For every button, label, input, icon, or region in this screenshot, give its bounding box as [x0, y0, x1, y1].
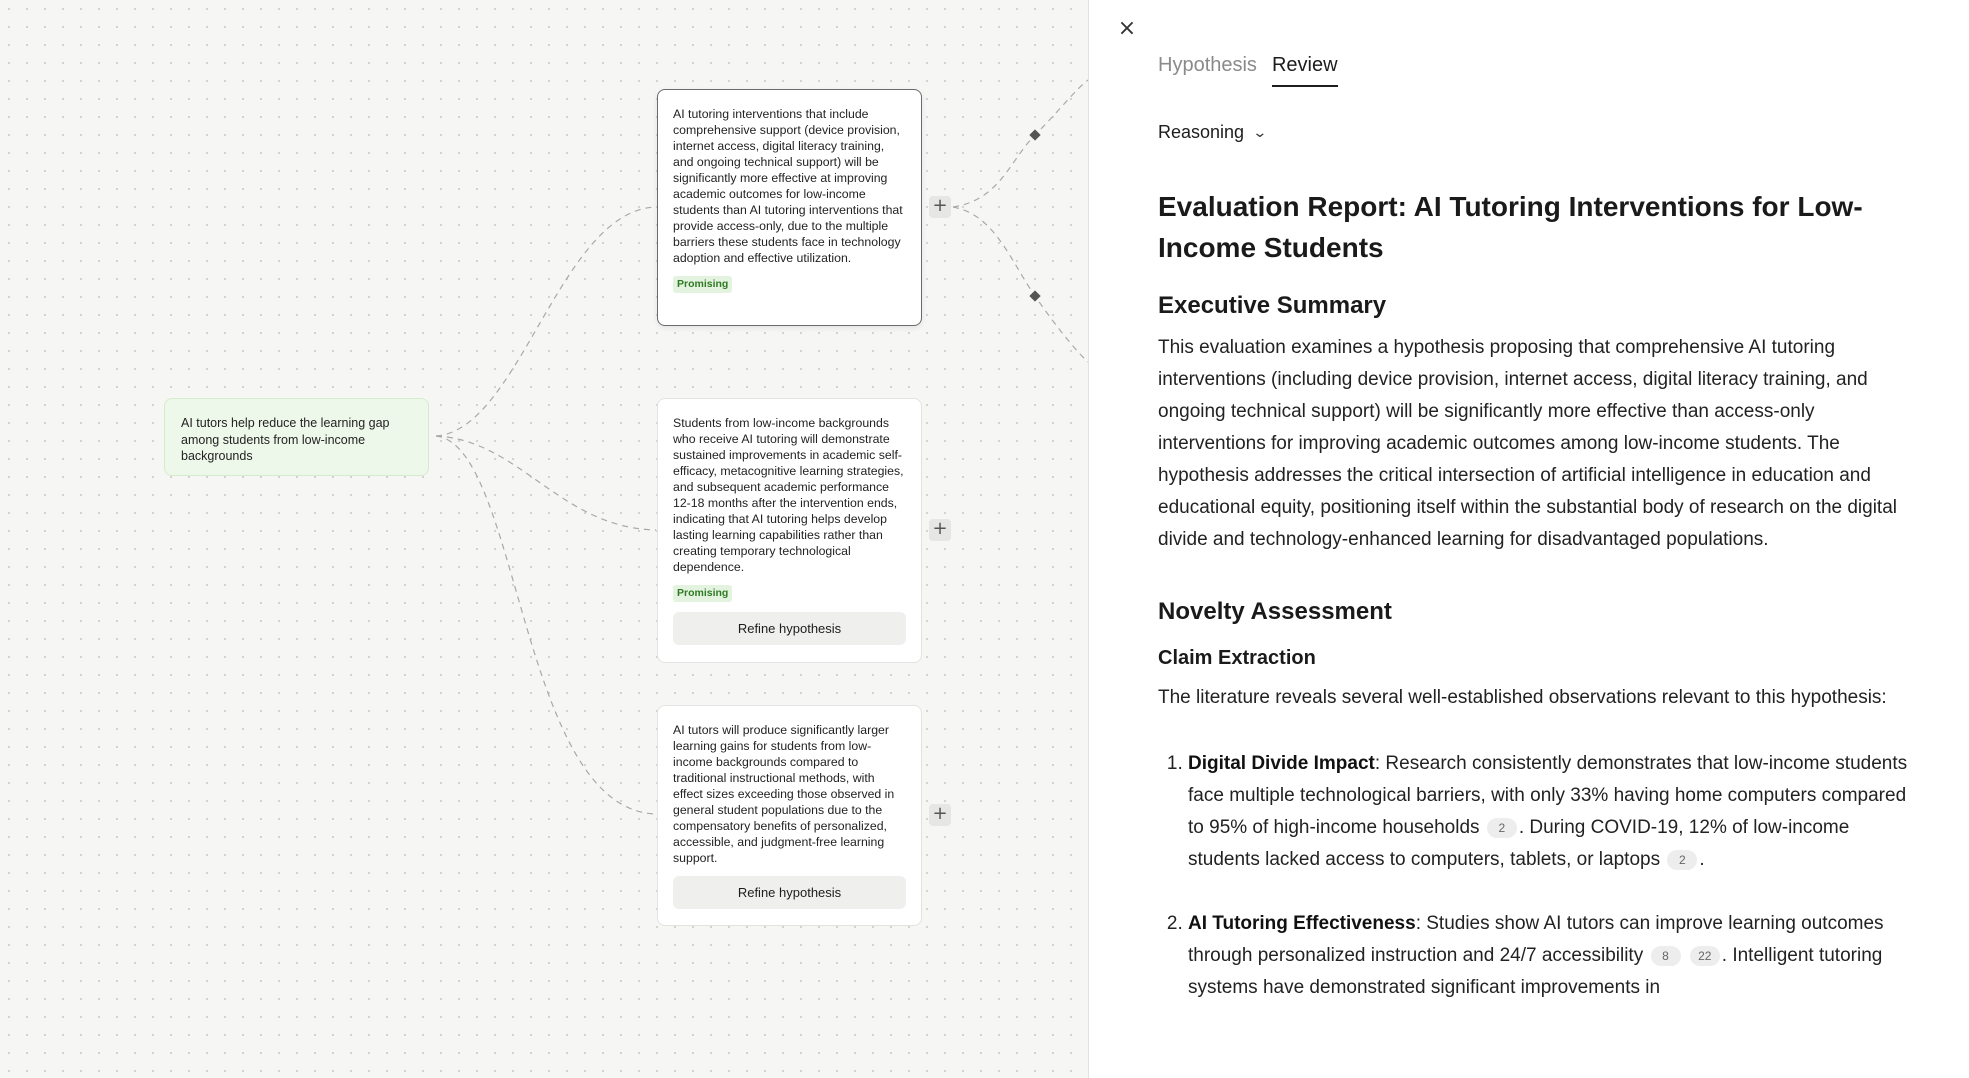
citation-badge[interactable]: 8 [1651, 946, 1681, 966]
hypothesis-node-3[interactable] [657, 705, 922, 926]
tab-review[interactable]: Review [1272, 54, 1338, 87]
list-item [1188, 908, 1918, 1004]
expand-plus-button[interactable]: + [929, 804, 951, 826]
reasoning-label: Reasoning [1158, 122, 1245, 142]
executive-summary-text: This evaluation examines a hypothesis proposing that comprehensive AI tutoring interventions (including device provision, internet access, digital literacy training, and ongoing technical support) will be significantly more effective than access-only interventions for improving academic outcomes among low-income students. The hypothesis addresses the critical intersection of artificial intelligence in education and educational equity, positioning itself within the substantial body of research on the digital divide and technology-enhanced learning for disadvantaged populations. [1158, 337, 1897, 550]
report-content [1158, 186, 1918, 1036]
claim-list [1158, 748, 1918, 1004]
review-panel [1089, 0, 1969, 1078]
refine-hypothesis-button[interactable]: Refine hypothesis [673, 612, 906, 645]
hypothesis-text: AI tutors will produce significantly larger learning gains for students from low-income backgrounds compared to traditional instructional methods, with effect sizes exceeding those observed in general student populations due to the compensatory benefits of personalized, accessible, and judgment-free learning support. [673, 723, 895, 865]
root-idea-text: AI tutors help reduce the learning gap among students from low-income backgrounds [181, 416, 390, 463]
expand-plus-button[interactable]: + [929, 196, 951, 218]
chevron-down-icon: ⌄ [1252, 124, 1268, 141]
subsection-heading-claim-extraction: Claim Extraction [1158, 647, 1316, 669]
report-title: Evaluation Report: AI Tutoring Interventions for Low-Income Students [1158, 191, 1863, 263]
section-heading-novelty-assessment: Novelty Assessment [1158, 598, 1392, 625]
status-badge: Promising [673, 585, 732, 602]
claim-intro-text: The literature reveals several well-established observations relevant to this hypothesis: [1158, 687, 1887, 708]
citation-badge[interactable]: 22 [1690, 946, 1720, 966]
claim-title: AI Tutoring Effectiveness [1188, 913, 1416, 934]
citation-badge[interactable]: 2 [1667, 850, 1697, 870]
edge-h1-to-child-b [953, 207, 1088, 362]
reasoning-dropdown[interactable] [1158, 122, 1266, 143]
close-icon[interactable]: × [1117, 16, 1137, 41]
section-heading-executive-summary: Executive Summary [1158, 292, 1387, 319]
edge-h1-to-child-a [953, 80, 1088, 207]
expand-plus-button[interactable]: + [929, 519, 951, 541]
claim-text: . [1699, 849, 1705, 870]
tab-hypothesis[interactable]: Hypothesis [1158, 54, 1257, 76]
edge-root-to-h1 [436, 207, 656, 436]
citation-badge[interactable]: 2 [1487, 818, 1517, 838]
claim-title: Digital Divide Impact [1188, 753, 1375, 774]
panel-tabs [1158, 54, 1338, 87]
list-item [1188, 748, 1918, 876]
claim-text: : Research consistently demonstrates that low-income students face multiple technological barriers, with only 33% having home computers compared to 95% of high-income households [1188, 753, 1908, 838]
claim-text: . During COVID-19, 12% of low-income students lacked access to computers, tablets, or laptops [1188, 817, 1850, 870]
edge-root-to-h2 [436, 436, 656, 530]
edge-root-to-h3 [436, 436, 656, 814]
root-idea-node[interactable] [164, 398, 429, 476]
hypothesis-node-2[interactable] [657, 398, 922, 663]
hypothesis-text: Students from low-income backgrounds who receive AI tutoring will demonstrate sustained improvements in academic self-efficacy, metacognitive learning strategies, and subsequent academic performance 12-18 months after the intervention ends, indicating that AI tutoring helps develop lasting learning capabilities rather than creating temporary technological dependence. [673, 416, 904, 574]
claim-text: : Studies show AI tutors can improve learning outcomes through personalized instruction and 24/7 accessibility [1188, 913, 1884, 966]
status-badge: Promising [673, 276, 732, 293]
claim-text: . Intelligent tutoring systems have demonstrated significant improvements in [1188, 945, 1883, 998]
hypothesis-text: AI tutoring interventions that include comprehensive support (device provision, internet access, digital literacy training, and ongoing technical support) will be significantly more effective at improving academic outcomes for low-income students than AI tutoring interventions that provide access-only, due to the multiple barriers these students face in technology adoption and effective utilization. [673, 107, 903, 265]
hypothesis-node-1[interactable] [657, 89, 922, 326]
refine-hypothesis-button[interactable]: Refine hypothesis [673, 876, 906, 909]
